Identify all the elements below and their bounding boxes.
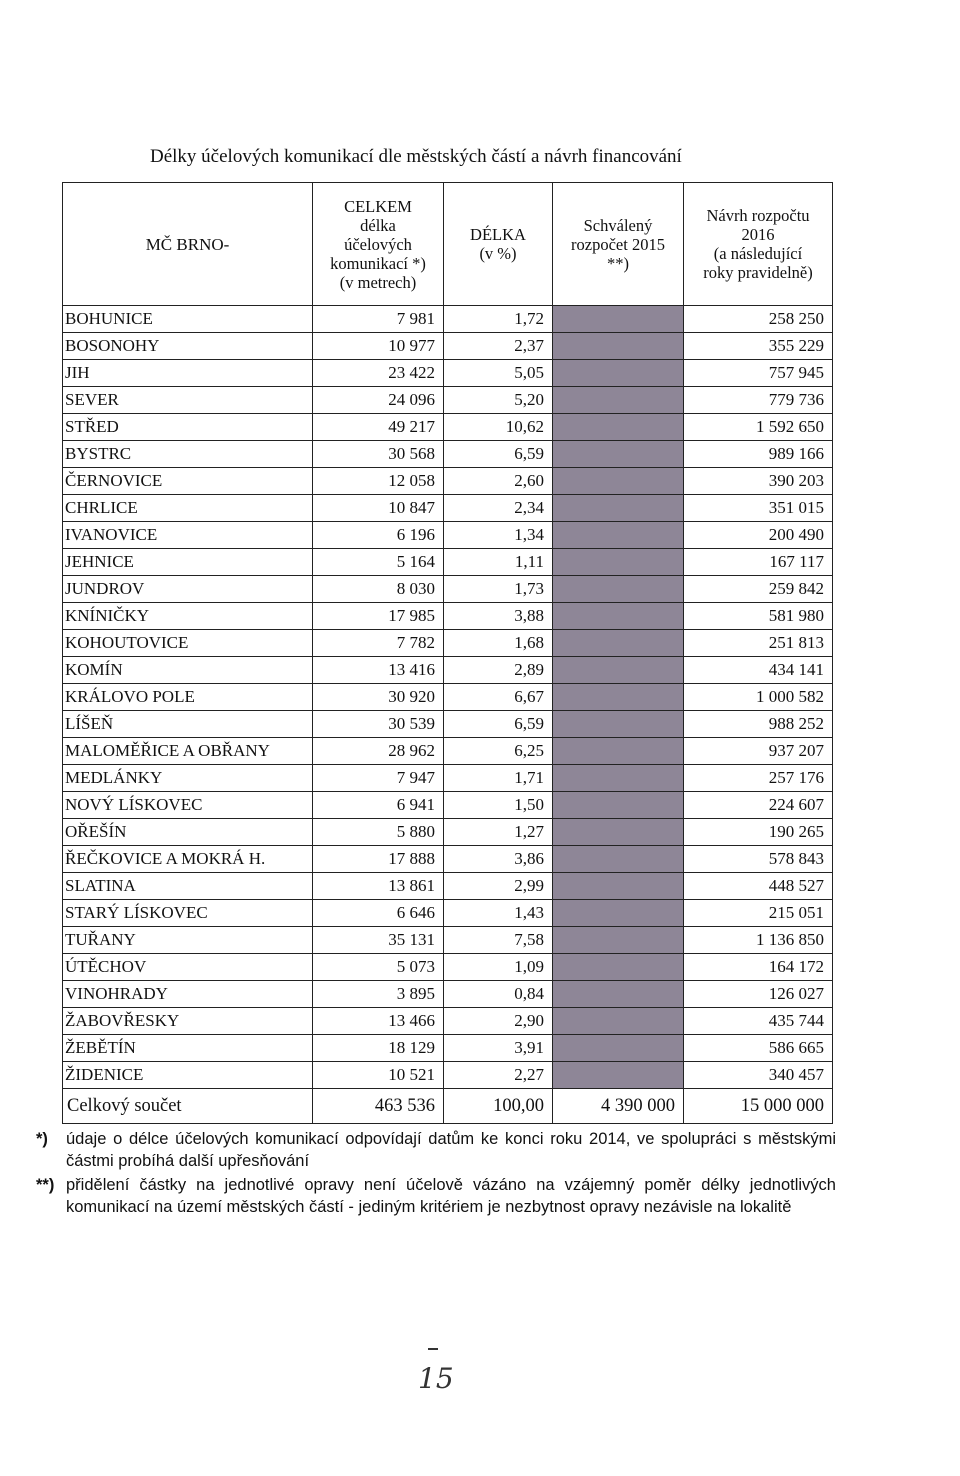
table-row (63, 1008, 833, 1035)
budget-2015-cell (553, 306, 684, 333)
district-name: KNÍNIČKY (63, 603, 313, 630)
table-row (63, 549, 833, 576)
budget-2015-cell (553, 360, 684, 387)
district-name: ÚTĚCHOV (63, 954, 313, 981)
percent-cell: 1,50 (444, 792, 553, 819)
total-budget-2015: 4 390 000 (553, 1089, 684, 1124)
budget-2015-cell (553, 765, 684, 792)
table-row (63, 981, 833, 1008)
table-row (63, 360, 833, 387)
percent-cell: 2,37 (444, 333, 553, 360)
length-cell: 5 880 (313, 819, 444, 846)
length-cell: 6 941 (313, 792, 444, 819)
budget-2015-cell (553, 468, 684, 495)
proposal-2016-cell: 578 843 (684, 846, 833, 873)
proposal-2016-cell: 200 490 (684, 522, 833, 549)
percent-cell: 2,99 (444, 873, 553, 900)
proposal-2016-cell: 351 015 (684, 495, 833, 522)
footnote-1 (36, 1128, 836, 1172)
proposal-2016-cell: 989 166 (684, 441, 833, 468)
financing-table (62, 182, 833, 1124)
header-total-length: CELKEM délka účelových komunikací *) (v metrech) (313, 183, 444, 306)
percent-cell: 2,60 (444, 468, 553, 495)
district-name: STARÝ LÍSKOVEC (63, 900, 313, 927)
budget-2015-cell (553, 549, 684, 576)
header-budget-2015: Schválený rozpočet 2015 **) (553, 183, 684, 306)
length-cell: 10 977 (313, 333, 444, 360)
budget-2015-cell (553, 1062, 684, 1089)
district-name: STŘED (63, 414, 313, 441)
footnotes (36, 1128, 836, 1220)
district-name: NOVÝ LÍSKOVEC (63, 792, 313, 819)
table-row (63, 792, 833, 819)
length-cell: 30 568 (313, 441, 444, 468)
length-cell: 13 466 (313, 1008, 444, 1035)
district-name: BOSONOHY (63, 333, 313, 360)
proposal-2016-cell: 167 117 (684, 549, 833, 576)
budget-2015-cell (553, 522, 684, 549)
table-row (63, 711, 833, 738)
budget-2015-cell (553, 684, 684, 711)
budget-2015-cell (553, 819, 684, 846)
table-row (63, 441, 833, 468)
length-cell: 7 947 (313, 765, 444, 792)
table-row (63, 630, 833, 657)
budget-2015-cell (553, 630, 684, 657)
total-row (63, 1089, 833, 1124)
district-name: SEVER (63, 387, 313, 414)
district-name: JIH (63, 360, 313, 387)
percent-cell: 1,73 (444, 576, 553, 603)
budget-2015-cell (553, 603, 684, 630)
proposal-2016-cell: 224 607 (684, 792, 833, 819)
percent-cell: 6,25 (444, 738, 553, 765)
district-name: LÍŠEŇ (63, 711, 313, 738)
table-row (63, 819, 833, 846)
proposal-2016-cell: 355 229 (684, 333, 833, 360)
district-name: CHRLICE (63, 495, 313, 522)
percent-cell: 0,84 (444, 981, 553, 1008)
proposal-2016-cell: 757 945 (684, 360, 833, 387)
budget-2015-cell (553, 954, 684, 981)
proposal-2016-cell: 779 736 (684, 387, 833, 414)
proposal-2016-cell: 581 980 (684, 603, 833, 630)
length-cell: 8 030 (313, 576, 444, 603)
district-name: TUŘANY (63, 927, 313, 954)
length-cell: 10 847 (313, 495, 444, 522)
district-name: ŘEČKOVICE A MOKRÁ H. (63, 846, 313, 873)
length-cell: 6 646 (313, 900, 444, 927)
percent-cell: 6,59 (444, 441, 553, 468)
page-number-dash (428, 1348, 438, 1350)
budget-2015-cell (553, 792, 684, 819)
district-name: MEDLÁNKY (63, 765, 313, 792)
header-percent: DÉLKA (v %) (444, 183, 553, 306)
percent-cell: 5,05 (444, 360, 553, 387)
budget-2015-cell (553, 927, 684, 954)
length-cell: 7 782 (313, 630, 444, 657)
header-district: MČ BRNO- (63, 183, 313, 306)
budget-2015-cell (553, 495, 684, 522)
percent-cell: 1,68 (444, 630, 553, 657)
length-cell: 17 985 (313, 603, 444, 630)
table-row (63, 873, 833, 900)
percent-cell: 2,90 (444, 1008, 553, 1035)
district-name: SLATINA (63, 873, 313, 900)
length-cell: 35 131 (313, 927, 444, 954)
length-cell: 30 920 (313, 684, 444, 711)
proposal-2016-cell: 251 813 (684, 630, 833, 657)
table-row (63, 684, 833, 711)
table-row (63, 846, 833, 873)
proposal-2016-cell: 257 176 (684, 765, 833, 792)
table-row (63, 306, 833, 333)
length-cell: 17 888 (313, 846, 444, 873)
budget-2015-cell (553, 333, 684, 360)
proposal-2016-cell: 1 592 650 (684, 414, 833, 441)
budget-2015-cell (553, 846, 684, 873)
table-row (63, 657, 833, 684)
district-name: ŽABOVŘESKY (63, 1008, 313, 1035)
percent-cell: 1,71 (444, 765, 553, 792)
table-row (63, 603, 833, 630)
percent-cell: 1,72 (444, 306, 553, 333)
table-row (63, 927, 833, 954)
percent-cell: 10,62 (444, 414, 553, 441)
proposal-2016-cell: 448 527 (684, 873, 833, 900)
proposal-2016-cell: 586 665 (684, 1035, 833, 1062)
percent-cell: 2,34 (444, 495, 553, 522)
percent-cell: 3,91 (444, 1035, 553, 1062)
budget-2015-cell (553, 900, 684, 927)
length-cell: 13 416 (313, 657, 444, 684)
table-row (63, 414, 833, 441)
footnote-mark: *) (36, 1130, 48, 1148)
district-name: KRÁLOVO POLE (63, 684, 313, 711)
proposal-2016-cell: 434 141 (684, 657, 833, 684)
table-row (63, 1062, 833, 1089)
total-percent: 100,00 (444, 1089, 553, 1124)
table-row (63, 1035, 833, 1062)
percent-cell: 1,43 (444, 900, 553, 927)
table-row (63, 738, 833, 765)
total-length: 463 536 (313, 1089, 444, 1124)
district-name: BYSTRC (63, 441, 313, 468)
percent-cell: 1,34 (444, 522, 553, 549)
footnote-text: přidělení částky na jednotlivé opravy není účelově vázáno na vzájemný poměr délky jednotlivých komunikací na území městských částí - jediným kritériem je nezbytnost opravy nezávisle na lokalitě (66, 1176, 836, 1216)
district-name: MALOMĚŘICE A OBŘANY (63, 738, 313, 765)
district-name: KOHOUTOVICE (63, 630, 313, 657)
table-row (63, 576, 833, 603)
district-name: IVANOVICE (63, 522, 313, 549)
length-cell: 6 196 (313, 522, 444, 549)
proposal-2016-cell: 190 265 (684, 819, 833, 846)
proposal-2016-cell: 126 027 (684, 981, 833, 1008)
length-cell: 5 164 (313, 549, 444, 576)
budget-2015-cell (553, 414, 684, 441)
length-cell: 7 981 (313, 306, 444, 333)
percent-cell: 6,59 (444, 711, 553, 738)
proposal-2016-cell: 340 457 (684, 1062, 833, 1089)
length-cell: 24 096 (313, 387, 444, 414)
district-name: JUNDROV (63, 576, 313, 603)
document-title: Délky účelových komunikací dle městských částí a návrh financování (150, 146, 682, 167)
budget-2015-cell (553, 1035, 684, 1062)
proposal-2016-cell: 164 172 (684, 954, 833, 981)
length-cell: 5 073 (313, 954, 444, 981)
budget-2015-cell (553, 387, 684, 414)
budget-2015-cell (553, 873, 684, 900)
footnote-2 (36, 1174, 836, 1218)
length-cell: 28 962 (313, 738, 444, 765)
district-name: KOMÍN (63, 657, 313, 684)
length-cell: 3 895 (313, 981, 444, 1008)
budget-2015-cell (553, 1008, 684, 1035)
percent-cell: 6,67 (444, 684, 553, 711)
footnote-text: údaje o délce účelových komunikací odpovídají datům ke konci roku 2014, ve spolupráci s městskými částmi probíhá další upřesňování (66, 1130, 836, 1170)
budget-2015-cell (553, 441, 684, 468)
length-cell: 13 861 (313, 873, 444, 900)
length-cell: 12 058 (313, 468, 444, 495)
proposal-2016-cell: 988 252 (684, 711, 833, 738)
proposal-2016-cell: 937 207 (684, 738, 833, 765)
table-row (63, 954, 833, 981)
proposal-2016-cell: 258 250 (684, 306, 833, 333)
percent-cell: 1,11 (444, 549, 553, 576)
percent-cell: 1,27 (444, 819, 553, 846)
table-row (63, 468, 833, 495)
percent-cell: 1,09 (444, 954, 553, 981)
district-name: BOHUNICE (63, 306, 313, 333)
length-cell: 10 521 (313, 1062, 444, 1089)
proposal-2016-cell: 435 744 (684, 1008, 833, 1035)
percent-cell: 2,89 (444, 657, 553, 684)
table-row (63, 522, 833, 549)
district-name: VINOHRADY (63, 981, 313, 1008)
header-budget-2016: Návrh rozpočtu 2016 (a následující roky pravidelně) (684, 183, 833, 306)
total-label: Celkový součet (63, 1089, 313, 1124)
length-cell: 18 129 (313, 1035, 444, 1062)
table-row (63, 333, 833, 360)
budget-2015-cell (553, 657, 684, 684)
table-row (63, 495, 833, 522)
length-cell: 30 539 (313, 711, 444, 738)
table-row (63, 387, 833, 414)
proposal-2016-cell: 1 000 582 (684, 684, 833, 711)
percent-cell: 2,27 (444, 1062, 553, 1089)
district-name: ČERNOVICE (63, 468, 313, 495)
proposal-2016-cell: 390 203 (684, 468, 833, 495)
total-proposal-2016: 15 000 000 (684, 1089, 833, 1124)
district-name: ŽEBĚTÍN (63, 1035, 313, 1062)
proposal-2016-cell: 215 051 (684, 900, 833, 927)
budget-2015-cell (553, 738, 684, 765)
proposal-2016-cell: 259 842 (684, 576, 833, 603)
district-name: ŽIDENICE (63, 1062, 313, 1089)
table-header-row (63, 183, 833, 306)
district-name: JEHNICE (63, 549, 313, 576)
length-cell: 23 422 (313, 360, 444, 387)
table-row (63, 900, 833, 927)
table-row (63, 765, 833, 792)
percent-cell: 5,20 (444, 387, 553, 414)
percent-cell: 7,58 (444, 927, 553, 954)
percent-cell: 3,88 (444, 603, 553, 630)
table-body (63, 306, 833, 1089)
percent-cell: 3,86 (444, 846, 553, 873)
budget-2015-cell (553, 576, 684, 603)
page-number: 15 (418, 1362, 454, 1395)
proposal-2016-cell: 1 136 850 (684, 927, 833, 954)
budget-2015-cell (553, 981, 684, 1008)
district-name: OŘEŠÍN (63, 819, 313, 846)
footnote-mark: **) (36, 1176, 55, 1194)
budget-2015-cell (553, 711, 684, 738)
length-cell: 49 217 (313, 414, 444, 441)
